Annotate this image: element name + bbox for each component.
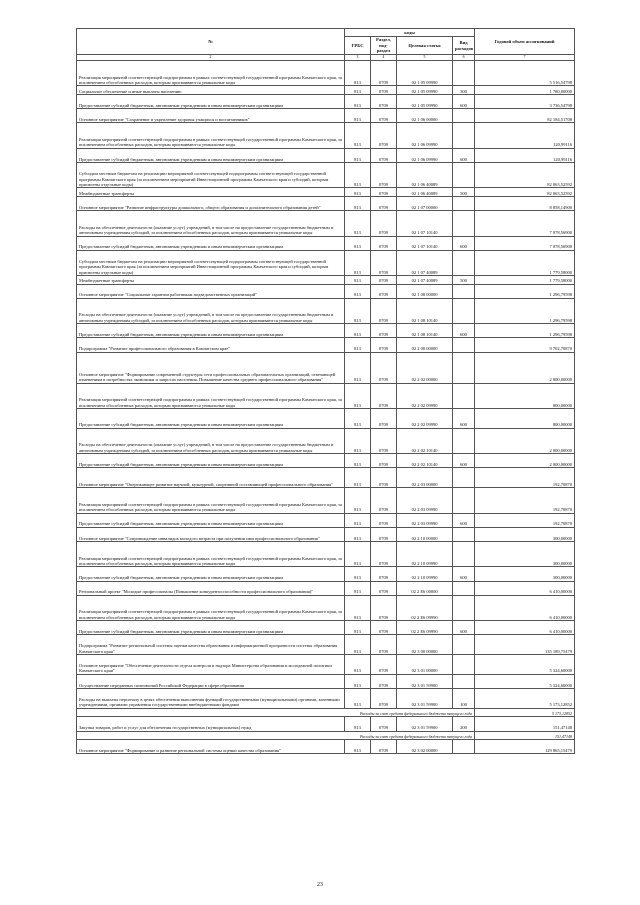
row-amount: 6 410,00000 xyxy=(475,581,575,595)
row-grbs: 813 xyxy=(345,621,371,635)
row-section: 0709 xyxy=(371,109,397,123)
table-row xyxy=(77,188,575,197)
row-grbs: 813 xyxy=(345,236,371,250)
table-row xyxy=(77,655,575,675)
row-amount: 300,00000 xyxy=(475,567,575,581)
row-section: 0709 xyxy=(371,621,397,635)
row-target-code: 02 1 06 09990 xyxy=(397,148,453,162)
row-amount: 120,99116 xyxy=(475,148,575,162)
row-section: 0709 xyxy=(371,211,397,236)
row-section: 0709 xyxy=(371,513,397,527)
row-target-code: 02 3 02 00000 xyxy=(397,740,453,754)
table-row xyxy=(77,621,575,635)
row-grbs: 813 xyxy=(345,162,371,187)
row-target-code: 02 1 06 40089 xyxy=(397,162,453,187)
row-amount: 192,70870 xyxy=(475,468,575,488)
row-section: 0709 xyxy=(371,236,397,250)
table-row xyxy=(77,383,575,408)
row-expense-type: 200 xyxy=(453,717,475,731)
row-amount: 800,00000 xyxy=(475,383,575,408)
row-section: 0709 xyxy=(371,276,397,285)
row-amount: 6 410,00000 xyxy=(475,621,575,635)
row-description: Предоставление субсидий бюджетным, автономным учреждениям и иным некоммерческим организациям xyxy=(77,567,345,581)
row-expense-type xyxy=(453,595,475,620)
row-description: Основное мероприятие "Формирование современной структуры сети профессиональных образовательных организаций, отвечающей изменениям в потребностях экономики и запросах населения. Повышение качества среднего профессионального образования" xyxy=(77,352,345,383)
row-expense-type xyxy=(453,383,475,408)
row-target-code: 02 1 06 09990 xyxy=(397,123,453,148)
row-expense-type: 600 xyxy=(453,567,475,581)
row-grbs: 813 xyxy=(345,595,371,620)
row-grbs: 813 xyxy=(345,488,371,513)
row-expense-type xyxy=(453,211,475,236)
row-section: 0709 xyxy=(371,581,397,595)
row-amount: 7 078,56900 xyxy=(475,211,575,236)
budget-allocation-table xyxy=(76,28,575,754)
row-section: 0709 xyxy=(371,123,397,148)
row-expense-type xyxy=(453,655,475,675)
row-grbs: 813 xyxy=(345,428,371,453)
table-row xyxy=(77,635,575,655)
row-grbs: 813 xyxy=(345,468,371,488)
row-target-code: 02 2 03 09990 xyxy=(397,488,453,513)
row-expense-type xyxy=(453,428,475,453)
table-row xyxy=(77,211,575,236)
table-row xyxy=(77,428,575,453)
row-grbs: 813 xyxy=(345,196,371,210)
row-target-code: 02 1 07 00000 xyxy=(397,196,453,210)
row-grbs: 813 xyxy=(345,454,371,468)
row-description: Подпрограмма "Развитие профессионального образования в Камчатском крае" xyxy=(77,338,345,352)
row-target-code: 02 1 07 10140 xyxy=(397,236,453,250)
table-body xyxy=(77,61,575,754)
row-grbs: 813 xyxy=(345,211,371,236)
row-grbs: 813 xyxy=(345,674,371,688)
row-expense-type: 500 xyxy=(453,276,475,285)
row-description: Межбюджетные трансферты xyxy=(77,276,345,285)
row-target-code: 02 1 08 10140 xyxy=(397,324,453,338)
row-amount: 2 800,00000 xyxy=(475,352,575,383)
row-expense-type xyxy=(453,527,475,541)
row-section: 0709 xyxy=(371,148,397,162)
table-row xyxy=(77,324,575,338)
header-codes: коды xyxy=(345,29,475,37)
row-section: 0709 xyxy=(371,595,397,620)
table-row xyxy=(77,708,575,717)
row-description: Реализация мероприятий соответствующей подпрограммы в рамках соответствующей государственной программы Камчатского края, за исключением обособленных расходов, которым присваиваются уникальные коды xyxy=(77,595,345,620)
column-number: 2 xyxy=(77,55,345,61)
row-description: Основное мероприятие "Обеспечение деятельности отдела контроля и надзора Министерства образования и молодежной политики Камчатского края" xyxy=(77,655,345,675)
header-section: Раздел, под-раздел xyxy=(371,37,397,55)
row-expense-type xyxy=(453,468,475,488)
row-grbs: 813 xyxy=(345,635,371,655)
row-grbs: 813 xyxy=(345,541,371,566)
row-amount: 192,70870 xyxy=(475,488,575,513)
table-row xyxy=(77,123,575,148)
row-grbs: 813 xyxy=(345,409,371,429)
row-expense-type xyxy=(453,352,475,383)
row-amount: 8 858,14900 xyxy=(475,196,575,210)
row-grbs: 813 xyxy=(345,567,371,581)
row-description: Предоставление субсидий бюджетным, автономным учреждениям и иным некоммерческим организациям xyxy=(77,621,345,635)
row-section: 0709 xyxy=(371,250,397,275)
row-expense-type xyxy=(453,581,475,595)
row-section: 0709 xyxy=(371,352,397,383)
table-row xyxy=(77,567,575,581)
row-grbs: 813 xyxy=(345,689,371,709)
table-row xyxy=(77,581,575,595)
table-row xyxy=(77,162,575,187)
table-row xyxy=(77,513,575,527)
row-grbs: 813 xyxy=(345,188,371,197)
row-description: Подпрограмма "Развитие региональной системы оценки качества образования и информационной прозрачности системы образования Камчатского края" xyxy=(77,635,345,655)
row-target-code: 02 2 10 09990 xyxy=(397,567,453,581)
row-section: 0709 xyxy=(371,488,397,513)
row-grbs: 813 xyxy=(345,383,371,408)
row-grbs: 813 xyxy=(345,581,371,595)
row-description: Предоставление субсидий бюджетным, автономным учреждениям и иным некоммерческим организациям xyxy=(77,236,345,250)
row-target-code: 02 2 03 00000 xyxy=(397,468,453,488)
row-amount: 5 324,60000 xyxy=(475,674,575,688)
row-grbs: 813 xyxy=(345,276,371,285)
row-target-code: 02 2 E6 09990 xyxy=(397,595,453,620)
row-description: Субсидии местным бюджетам на реализацию мероприятий соответствующей подпрограммы соответствующей государственной программы Камчатского края (за исключением мероприятий Инвестиционной программы Камчатского края и субсидий, которым присвоены отдельные коды) xyxy=(77,162,345,187)
table-row xyxy=(77,595,575,620)
column-number: 5 xyxy=(397,55,453,61)
row-target-code: 02 3 00 00000 xyxy=(397,635,453,655)
table-row xyxy=(77,541,575,566)
table-row xyxy=(77,717,575,731)
row-target-code: 02 3 01 59900 xyxy=(397,717,453,731)
row-amount: 2 000,00000 xyxy=(475,454,575,468)
table-row xyxy=(77,86,575,95)
row-grbs: 813 xyxy=(345,250,371,275)
row-description: Реализация мероприятий соответствующей подпрограммы в рамках соответствующей государственной программы Камчатского края, за исключением обособленных расходов, которым присваиваются уникальные коды xyxy=(77,123,345,148)
row-target-code: 02 2 02 10140 xyxy=(397,428,453,453)
row-amount: 7 078,56900 xyxy=(475,236,575,250)
row-expense-type xyxy=(453,298,475,323)
row-expense-type: 600 xyxy=(453,454,475,468)
row-section: 0709 xyxy=(371,541,397,566)
row-section: 0709 xyxy=(371,338,397,352)
row-amount: 6 410,00000 xyxy=(475,595,575,620)
row-target-code: 02 1 05 09990 xyxy=(397,61,453,86)
row-section: 0709 xyxy=(371,717,397,731)
row-target-code: 02 3 01 59900 xyxy=(397,674,453,688)
source-note: Расходы за счет средств федерального бюджета текущего года xyxy=(77,708,475,717)
row-section: 0709 xyxy=(371,468,397,488)
column-number: 4 xyxy=(371,55,397,61)
row-amount: 1 779,58000 xyxy=(475,250,575,275)
row-grbs: 813 xyxy=(345,148,371,162)
row-grbs: 813 xyxy=(345,61,371,86)
row-amount: 800,00000 xyxy=(475,409,575,429)
row-description: Основное мероприятие "Сохранение и укрепление здоровья учащихся и воспитанников" xyxy=(77,109,345,123)
row-amount: 300,00000 xyxy=(475,527,575,541)
row-description: Расходы на обеспечение деятельности (оказание услуг) учреждений, в том числе на предоставление государственным бюджетным и автономным учреждениям субсидий, за исключением обособленных расходов, которым присваиваются уникальные коды xyxy=(77,211,345,236)
row-target-code: 02 2 02 09990 xyxy=(397,383,453,408)
table-row xyxy=(77,689,575,709)
row-grbs: 813 xyxy=(345,298,371,323)
row-description: Предоставление субсидий бюджетным, автономным учреждениям и иным некоммерческим организациям xyxy=(77,94,345,108)
row-expense-type: 600 xyxy=(453,94,475,108)
row-section: 0709 xyxy=(371,740,397,754)
row-amount: 82 184,51708 xyxy=(475,109,575,123)
table-row xyxy=(77,338,575,352)
row-section: 0709 xyxy=(371,162,397,187)
row-expense-type: 100 xyxy=(453,689,475,709)
row-amount: 151,47148 xyxy=(475,717,575,731)
row-description: Реализация мероприятий соответствующей подпрограммы в рамках соответствующей государственной программы Камчатского края, за исключением обособленных расходов, которым присваиваются уникальные коды xyxy=(77,488,345,513)
row-expense-type xyxy=(453,338,475,352)
row-section: 0709 xyxy=(371,674,397,688)
row-description: Реализация мероприятий соответствующей подпрограммы в рамках соответствующей государственной программы Камчатского края, за исключением обособленных расходов, которым присваиваются уникальные коды xyxy=(77,383,345,408)
row-expense-type xyxy=(453,196,475,210)
row-section: 0709 xyxy=(371,527,397,541)
row-amount: 1 296,79598 xyxy=(475,324,575,338)
row-grbs: 813 xyxy=(345,527,371,541)
source-note-amount: 151,47148 xyxy=(475,731,575,740)
row-description: Расходы на обеспечение деятельности (оказание услуг) учреждений, в том числе на предоставление государственным бюджетным и автономным учреждениям субсидий, за исключением обособленных расходов, которым присваиваются уникальные коды xyxy=(77,298,345,323)
table-row xyxy=(77,250,575,275)
row-target-code: 02 1 08 10140 xyxy=(397,298,453,323)
row-grbs: 813 xyxy=(345,655,371,675)
row-description: Осуществление переданных полномочий Российской Федерации в сфере образования xyxy=(77,674,345,688)
row-grbs: 813 xyxy=(345,352,371,383)
row-expense-type xyxy=(453,541,475,566)
source-note-amount: 5 173,12852 xyxy=(475,708,575,717)
table-row xyxy=(77,454,575,468)
row-grbs: 813 xyxy=(345,86,371,95)
table-row xyxy=(77,61,575,86)
table-row xyxy=(77,468,575,488)
row-expense-type xyxy=(453,162,475,187)
row-section: 0709 xyxy=(371,94,397,108)
row-section: 0709 xyxy=(371,655,397,675)
row-target-code: 02 2 E6 00000 xyxy=(397,581,453,595)
row-expense-type xyxy=(453,61,475,86)
table-row xyxy=(77,236,575,250)
column-number: 7 xyxy=(475,55,575,61)
table-row xyxy=(77,488,575,513)
row-expense-type: 600 xyxy=(453,621,475,635)
row-grbs: 813 xyxy=(345,109,371,123)
row-grbs: 813 xyxy=(345,338,371,352)
row-target-code: 02 2 02 00000 xyxy=(397,352,453,383)
row-target-code: 02 2 03 09990 xyxy=(397,513,453,527)
row-amount: 135 189,75479 xyxy=(475,635,575,655)
row-grbs: 813 xyxy=(345,740,371,754)
row-amount: 2 000,00000 xyxy=(475,428,575,453)
table-row xyxy=(77,740,575,754)
row-target-code: 02 1 06 40089 xyxy=(397,188,453,197)
row-expense-type: 600 xyxy=(453,409,475,429)
table-row xyxy=(77,527,575,541)
row-amount: 1 779,58000 xyxy=(475,276,575,285)
row-target-code: 02 3 01 59900 xyxy=(397,689,453,709)
row-expense-type xyxy=(453,284,475,298)
row-description: Основное мероприятие "Опережающее развитие научной, культурной, спортивной составляющей профессионального образования" xyxy=(77,468,345,488)
row-amount: 1 296,79598 xyxy=(475,298,575,323)
row-description: Расходы на выплаты персоналу в целях обеспечения выполнения функций государственными (муниципальными) органами, казенными учреждениями, органами управления государственными внебюджетными фондами xyxy=(77,689,345,709)
row-target-code: 02 2 02 10140 xyxy=(397,454,453,468)
budget-document-page xyxy=(76,28,574,754)
row-description: Предоставление субсидий бюджетным, автономным учреждениям и иным некоммерческим организациям xyxy=(77,454,345,468)
header-annual: Годовой объем ассигнований xyxy=(475,29,575,55)
row-description: Основное мероприятие "Развитие инфраструктуры дошкольного, общего образования и дополнительного образования детей" xyxy=(77,196,345,210)
row-expense-type xyxy=(453,123,475,148)
row-amount: 3 736,54798 xyxy=(475,94,575,108)
row-description: Реализация мероприятий соответствующей подпрограммы в рамках соответствующей государственной программы Камчатского края, за исключением обособленных расходов, которым присваиваются уникальные коды xyxy=(77,61,345,86)
row-expense-type xyxy=(453,635,475,655)
row-section: 0709 xyxy=(371,383,397,408)
source-note: Расходы за счет средств федерального бюджета текущего года xyxy=(77,731,475,740)
row-target-code: 02 2 00 00000 xyxy=(397,338,453,352)
row-target-code: 02 1 05 09990 xyxy=(397,86,453,95)
row-amount: 192,70870 xyxy=(475,513,575,527)
row-amount: 1 296,79598 xyxy=(475,284,575,298)
column-number: 6 xyxy=(453,55,475,61)
row-target-code: 02 1 07 40089 xyxy=(397,276,453,285)
row-target-code: 02 1 06 00000 xyxy=(397,109,453,123)
header-target: Целевая статья xyxy=(397,37,453,55)
table-row xyxy=(77,674,575,688)
row-description: Предоставление субсидий бюджетным, автономным учреждениям и иным некоммерческим организациям xyxy=(77,148,345,162)
row-section: 0709 xyxy=(371,86,397,95)
row-grbs: 813 xyxy=(345,324,371,338)
header-num: № xyxy=(77,29,345,55)
row-target-code: 02 3 01 00000 xyxy=(397,655,453,675)
row-grbs: 813 xyxy=(345,94,371,108)
row-target-code: 02 1 08 00000 xyxy=(397,284,453,298)
table-row xyxy=(77,276,575,285)
table-header xyxy=(77,29,575,61)
row-amount: 82 063,52592 xyxy=(475,162,575,187)
row-expense-type: 600 xyxy=(453,236,475,250)
row-section: 0709 xyxy=(371,689,397,709)
row-expense-type xyxy=(453,488,475,513)
row-expense-type: 600 xyxy=(453,513,475,527)
row-expense-type xyxy=(453,109,475,123)
row-description: Предоставление субсидий бюджетным, автономным учреждениям и иным некоммерческим организациям xyxy=(77,324,345,338)
row-amount: 1 780,00000 xyxy=(475,86,575,95)
row-target-code: 02 2 10 09990 xyxy=(397,541,453,566)
row-target-code: 02 1 05 09990 xyxy=(397,94,453,108)
row-section: 0709 xyxy=(371,409,397,429)
row-description: Основное мероприятие "Социальные гарантии работникам подведомственных организаций" xyxy=(77,284,345,298)
row-amount: 9 702,70870 xyxy=(475,338,575,352)
row-description: Основное мероприятие "Формирование и развитие региональной системы оценки качества образования" xyxy=(77,740,345,754)
row-section: 0709 xyxy=(371,428,397,453)
row-expense-type: 600 xyxy=(453,324,475,338)
row-expense-type xyxy=(453,674,475,688)
row-grbs: 813 xyxy=(345,717,371,731)
row-expense-type xyxy=(453,250,475,275)
page-number: 23 xyxy=(317,882,323,888)
table-row xyxy=(77,94,575,108)
row-description: Региональный проект "Молодые профессионалы (Повышение конкурентоспособности профессионального образования)" xyxy=(77,581,345,595)
row-target-code: 02 2 02 09990 xyxy=(397,409,453,429)
row-description: Межбюджетные трансферты xyxy=(77,188,345,197)
table-row xyxy=(77,284,575,298)
row-section: 0709 xyxy=(371,567,397,581)
row-section: 0709 xyxy=(371,196,397,210)
row-section: 0709 xyxy=(371,635,397,655)
row-expense-type: 600 xyxy=(453,148,475,162)
row-description: Социальное обеспечение и иные выплаты населению xyxy=(77,86,345,95)
row-grbs: 813 xyxy=(345,123,371,148)
row-description: Расходы на обеспечение деятельности (оказание услуг) учреждений, в том числе на предоставление государственным бюджетным и автономным учреждениям субсидий, за исключением обособленных расходов, которым присваиваются уникальные коды xyxy=(77,428,345,453)
row-amount: 82 063,52592 xyxy=(475,188,575,197)
table-row xyxy=(77,298,575,323)
row-description: Субсидии местным бюджетам на реализацию мероприятий соответствующей подпрограммы соответствующей государственной программы Камчатского края (за исключением мероприятий Инвестиционной программы Камчатского края и субсидий, которым присвоены отдельные коды) xyxy=(77,250,345,275)
row-description: Закупка товаров, работ и услуг для обеспечения государственных (муниципальных) нужд xyxy=(77,717,345,731)
table-row xyxy=(77,731,575,740)
row-amount: 5 324,60000 xyxy=(475,655,575,675)
row-target-code: 02 1 07 40089 xyxy=(397,250,453,275)
row-target-code: 02 2 10 00000 xyxy=(397,527,453,541)
row-expense-type: 300 xyxy=(453,86,475,95)
row-description: Реализация мероприятий соответствующей подпрограммы в рамках соответствующей государственной программы Камчатского края, за исключением обособленных расходов, которым присваиваются уникальные коды xyxy=(77,541,345,566)
row-amount: 300,00000 xyxy=(475,541,575,566)
header-grbs: ГРБС xyxy=(345,37,371,55)
row-description: Основное мероприятие "Сопровождение инвалидов молодого возраста при получении ими профессионального образования" xyxy=(77,527,345,541)
row-target-code: 02 1 07 10140 xyxy=(397,211,453,236)
row-description: Предоставление субсидий бюджетным, автономным учреждениям и иным некоммерческим организациям xyxy=(77,409,345,429)
row-section: 0709 xyxy=(371,188,397,197)
row-section: 0709 xyxy=(371,454,397,468)
row-grbs: 813 xyxy=(345,513,371,527)
row-expense-type: 500 xyxy=(453,188,475,197)
row-section: 0709 xyxy=(371,324,397,338)
table-row xyxy=(77,109,575,123)
row-section: 0709 xyxy=(371,298,397,323)
row-amount: 129 865,15479 xyxy=(475,740,575,754)
row-target-code: 02 2 E6 09990 xyxy=(397,621,453,635)
table-row xyxy=(77,409,575,429)
row-amount: 5 173,12852 xyxy=(475,689,575,709)
column-number: 3 xyxy=(345,55,371,61)
row-section: 0709 xyxy=(371,61,397,86)
table-row xyxy=(77,352,575,383)
row-section: 0709 xyxy=(371,284,397,298)
row-amount: 5 516,54798 xyxy=(475,61,575,86)
row-description: Предоставление субсидий бюджетным, автономным учреждениям и иным некоммерческим организациям xyxy=(77,513,345,527)
table-row xyxy=(77,196,575,210)
table-row xyxy=(77,148,575,162)
row-grbs: 813 xyxy=(345,284,371,298)
row-expense-type xyxy=(453,740,475,754)
row-amount: 120,99116 xyxy=(475,123,575,148)
header-vr: Вид расходов xyxy=(453,37,475,55)
